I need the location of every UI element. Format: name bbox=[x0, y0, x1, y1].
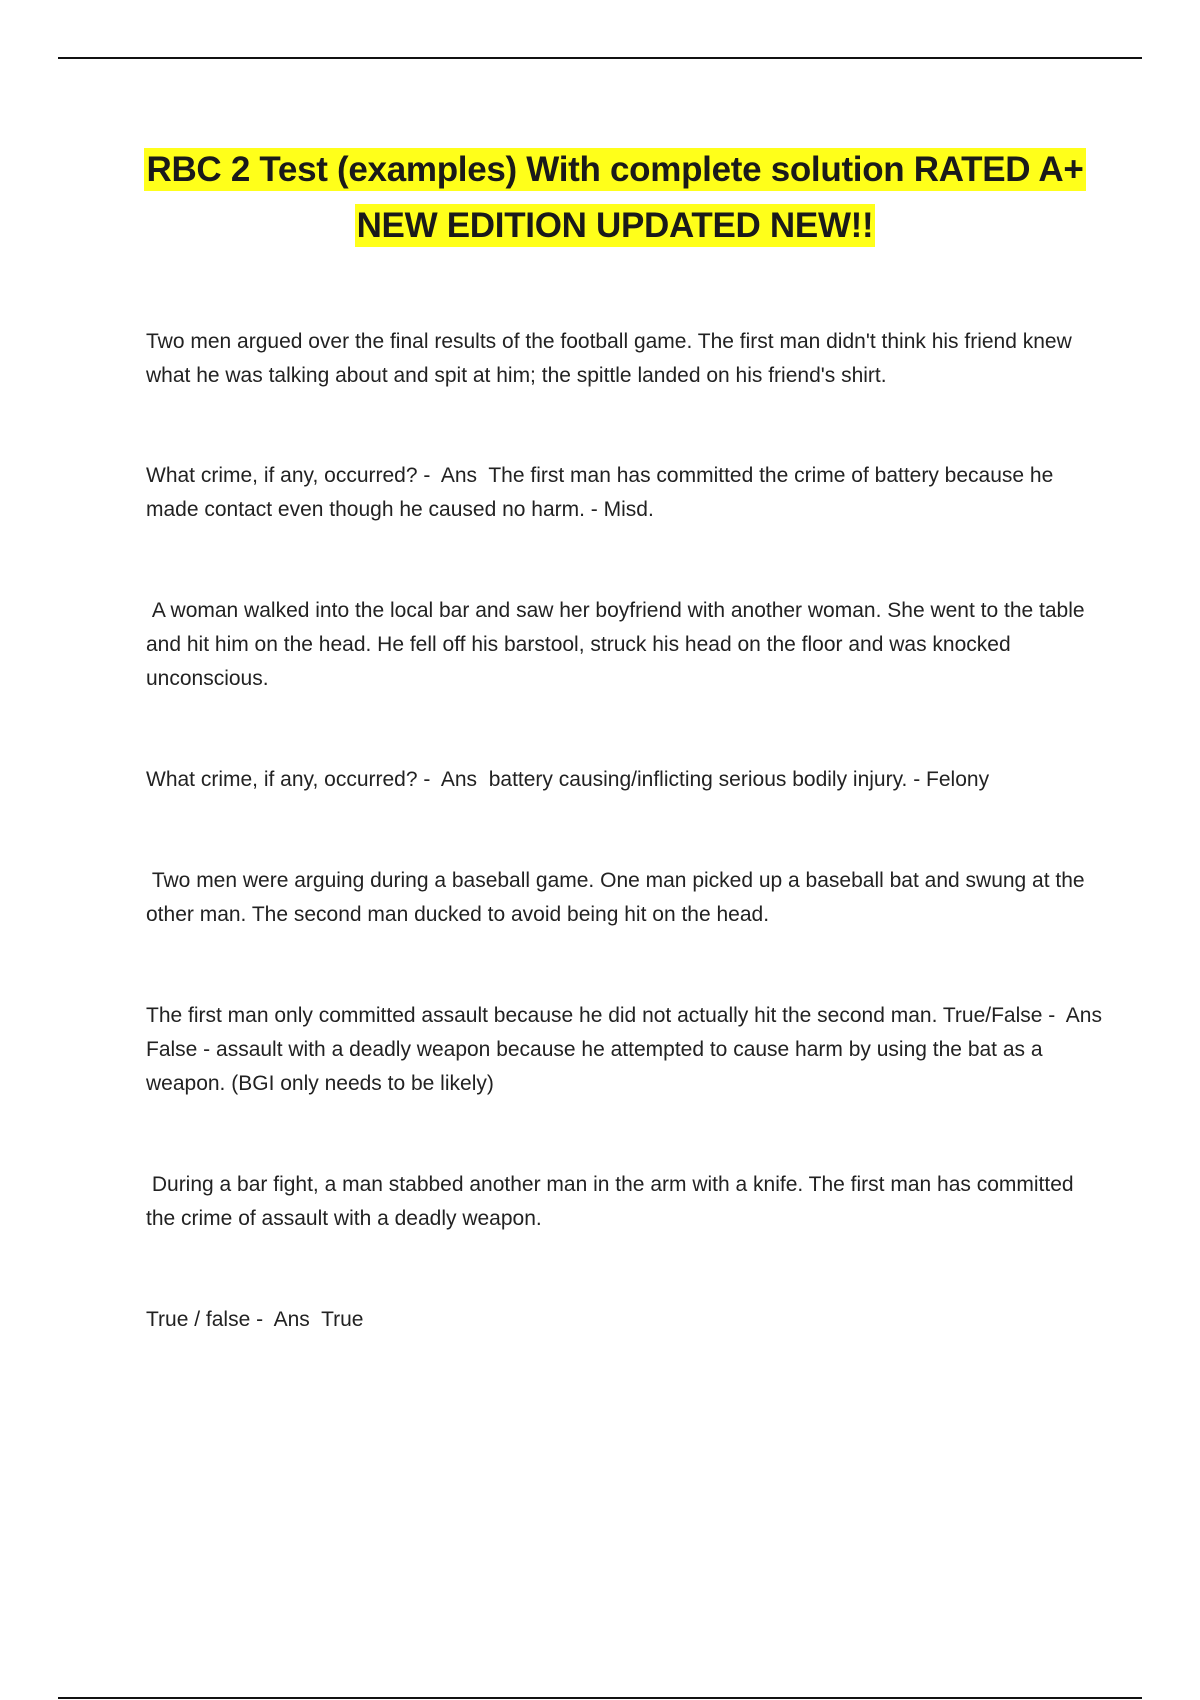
question-1-text: Two men argued over the final results of the football game. The first man didn't think his friend knew what he was talking about and spit at him; the spittle landed on his friend's shirt. bbox=[146, 330, 1078, 387]
page-title bbox=[100, 142, 1130, 254]
question-2-answer: What crime, if any, occurred? - Ans battery causing/inflicting serious bodily injury. - Felony bbox=[146, 768, 990, 791]
top-rule bbox=[58, 57, 1142, 59]
question-3-text: Two men were arguing during a baseball game. One man picked up a baseball bat and swung at the other man. The second man ducked to avoid being hit on the head. bbox=[146, 869, 1091, 926]
question-1-answer: What crime, if any, occurred? - Ans The first man has committed the crime of battery because he made contact even though he caused no harm. - Misd. bbox=[146, 464, 1060, 521]
question-3-answer: The first man only committed assault because he did not actually hit the second man. True/False - Ans False - assault with a deadly weapon because he attempted to cause harm by using the bat as a weapon. (BGI only needs to be likely) bbox=[146, 1004, 1114, 1095]
title-line-1: RBC 2 Test (examples) With complete solution RATED A+ bbox=[146, 150, 1084, 189]
bottom-rule bbox=[58, 1697, 1142, 1699]
title-line-2: NEW EDITION UPDATED NEW!! bbox=[356, 206, 874, 245]
question-4-text: During a bar fight, a man stabbed another man in the arm with a knife. The first man has committed the crime of assault with a deadly weapon. bbox=[146, 1173, 1080, 1230]
question-2-text: A woman walked into the local bar and saw her boyfriend with another woman. She went to the table and hit him on the head. He fell off his barstool, struck his head on the floor and was knocked unconscious. bbox=[146, 599, 1091, 690]
question-4-answer: True / false - Ans True bbox=[146, 1308, 364, 1331]
